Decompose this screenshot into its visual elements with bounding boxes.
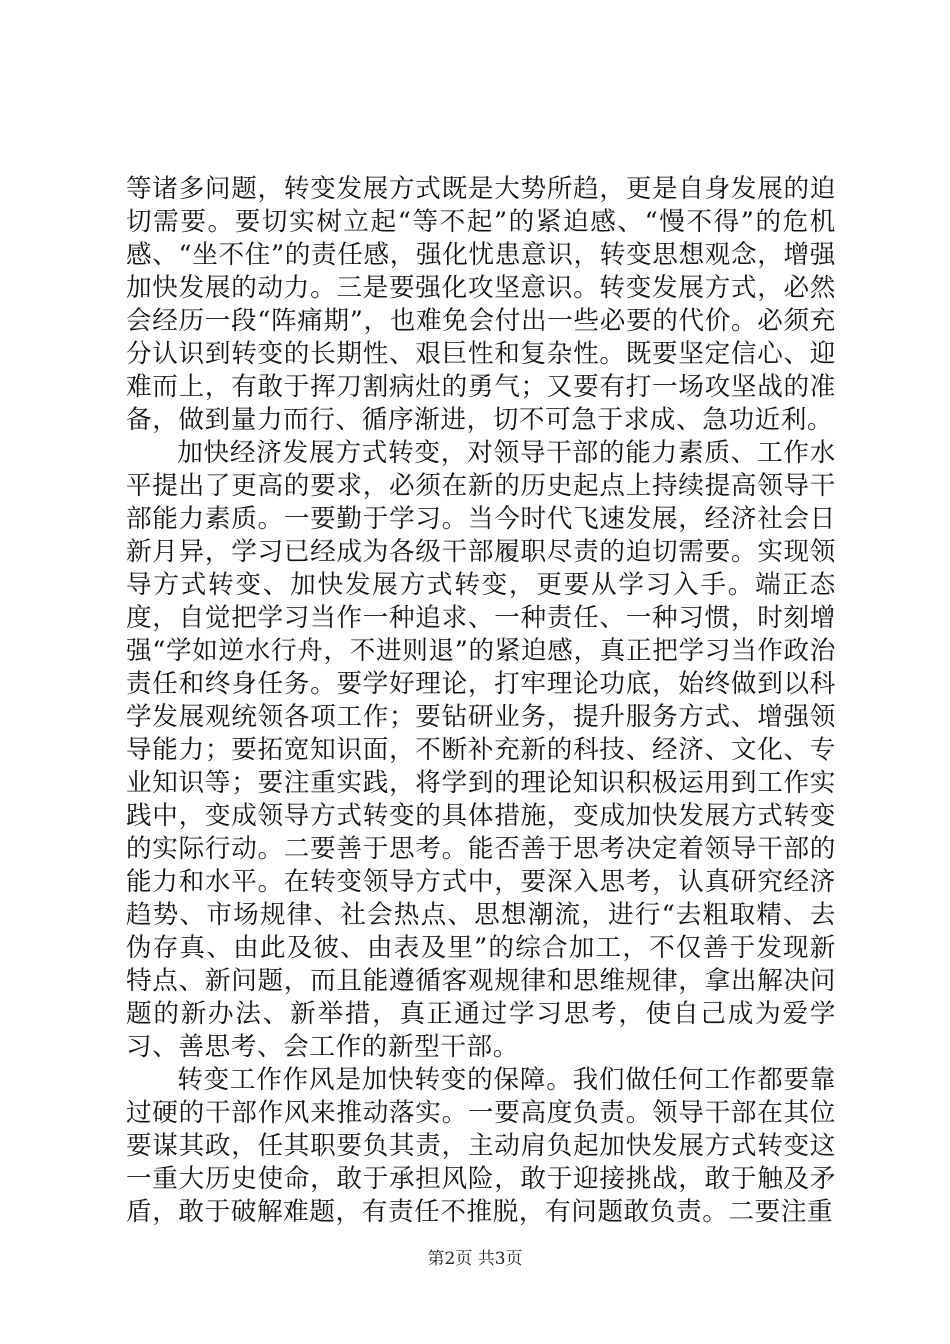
paragraph-continued: 等诸多问题，转变发展方式既是大势所趋，更是自身发展的迫切需要。要切实树立起“等不起”的紧迫感、“慢不得”的危机感、“坐不住”的责任感，强化忧患意识，转变思想观念，增强加快发展的动力。三是要强化攻坚意识。转变发展方式，必然会经历一段“阵痛期”，也难免会付出一些必要的代价。必须充分认识到转变的长期性、艰巨性和复杂性。既要坚定信心、迎难而上，有敢于挥刀割病灶的勇气；又要有打一场攻坚战的准备，做到量力而行、循序渐进，切不可急于求成、急功近利。 xyxy=(126,174,836,435)
paragraph-work-style: 转变工作作风是加快转变的保障。我们做任何工作都要靠过硬的干部作风来推动落实。一要高度负责。领导干部在其位要谋其政，任其职要负其责，主动肩负起加快发展方式转变这一重大历史使命，敢于承担风险，敢于迎接挑战，敢于触及矛盾，敢于破解难题，有责任不推脱，有问题敢负责。二要注重 xyxy=(126,1065,836,1227)
paragraph-leadership-ability: 加快经济发展方式转变，对领导干部的能力素质、工作水平提出了更高的要求，必须在新的历史起点上持续提高领导干部能力素质。一要勤于学习。当今时代飞速发展，经济社会日新月异，学习已经成为各级干部履职尽责的迫切需要。实现领导方式转变、加快发展方式转变，更要从学习入手。端正态度，自觉把学习当作一种追求、一种责任、一种习惯，时刻增强“学如逆水行舟，不进则退”的紧迫感，真正把学习当作政治责任和终身任务。要学好理论，打牢理论功底，始终做到以科学发展观统领各项工作；要钻研业务，提升服务方式、增强领导能力；要拓宽知识面，不断补充新的科技、经济、文化、专业知识等；要注重实践，将学到的理论知识积极运用到工作实践中，变成领导方式转变的具体措施，变成加快发展方式转变的实际行动。二要善于思考。能否善于思考决定着领导干部的能力和水平。在转变领导方式中，要深入思考，认真研究经济趋势、市场规律、社会热点、思想潮流，进行“去粗取精、去伪存真、由此及彼、由表及里”的综合加工，不仅善于发现新特点、新问题，而且能遵循客观规律和思维规律，拿出解决问题的新办法、新举措，真正通过学习思考，使自己成为爱学习、善思考、会工作的新型干部。 xyxy=(126,438,836,1062)
page-footer: 第2页 共3页 xyxy=(427,1249,523,1269)
document-body xyxy=(126,173,836,1229)
